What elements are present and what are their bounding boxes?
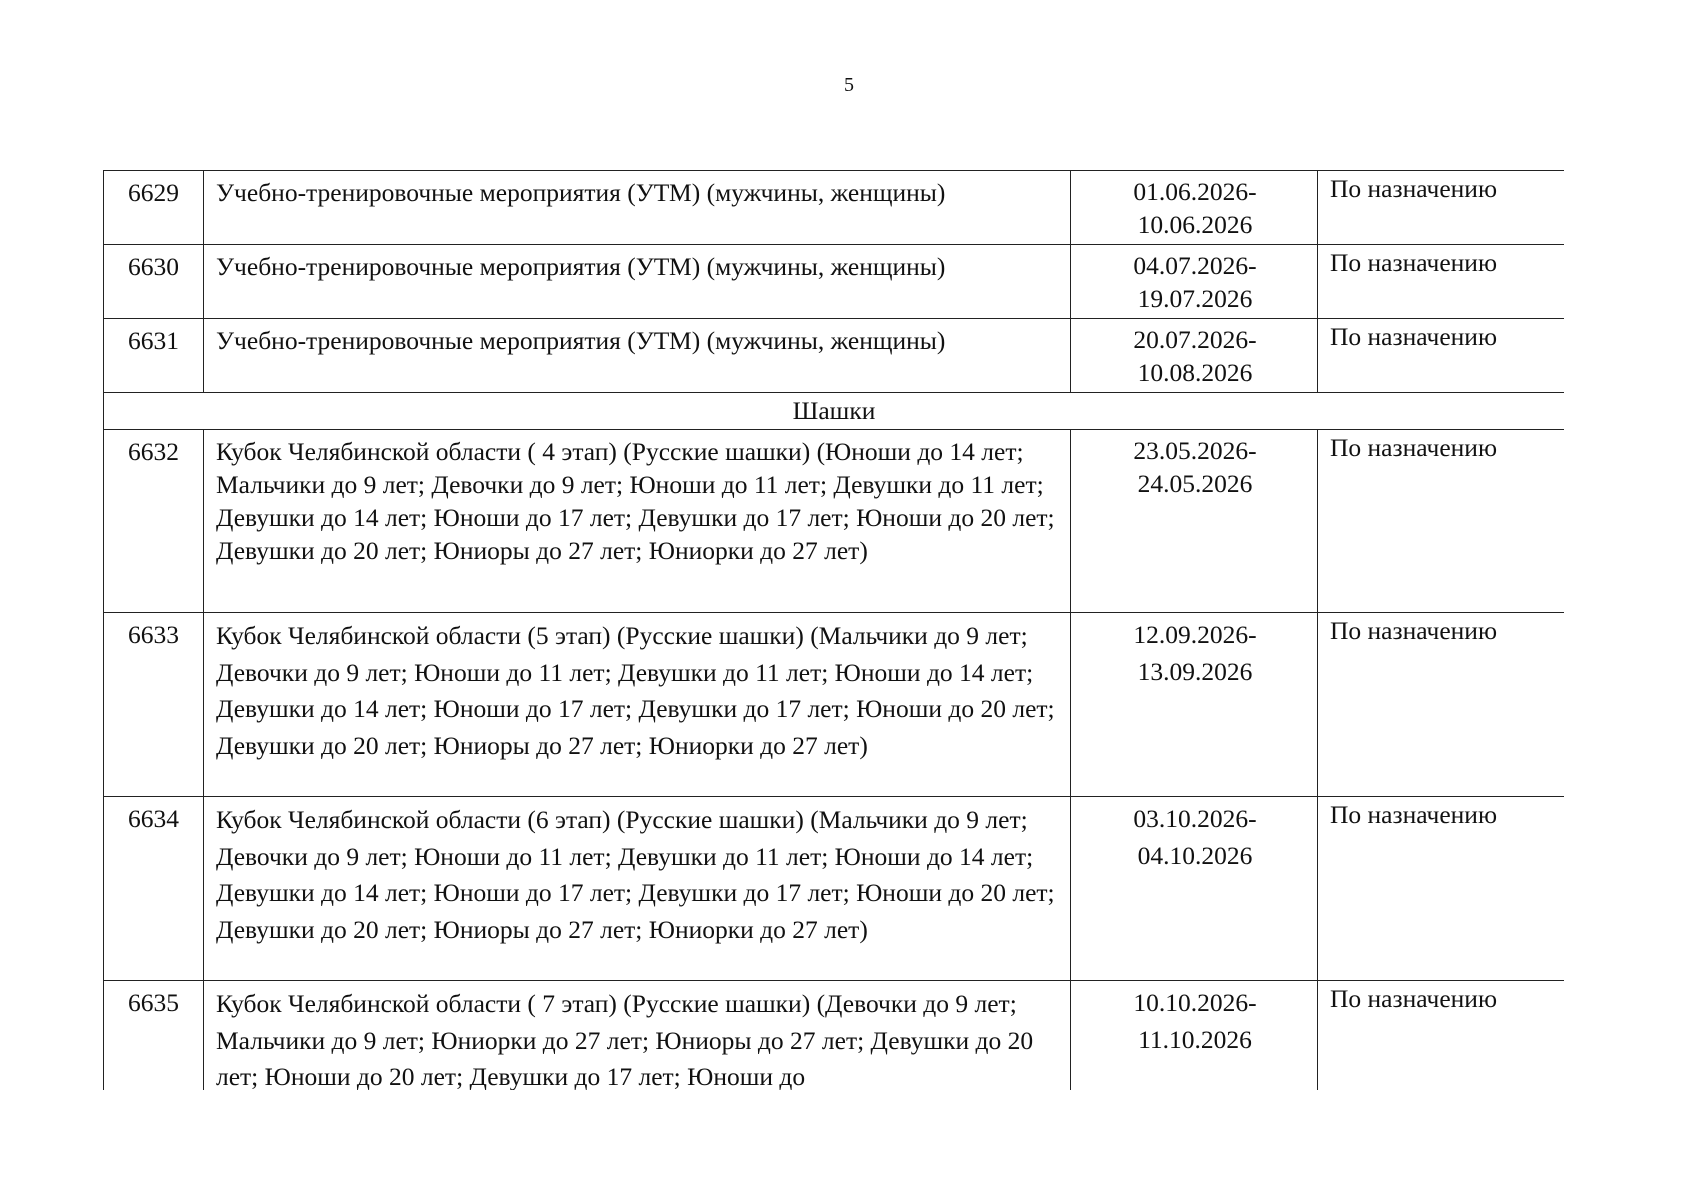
event-name: Кубок Челябинской области (6 этап) (Русские шашки) (Мальчики до 9 лет; Девочки до 9 лет; Юноши до 11 лет; Девушки до 11 лет; Юноши до 14 лет; Девушки до 14 лет; Юноши до 17 лет; Девушки до 17 лет; Юноши до 20 лет; Девушки до 20 лет; Юниоры до 27 лет; Юниорки до 27 лет) <box>204 797 1071 981</box>
event-number: 6632 <box>104 430 204 613</box>
event-dates <box>1071 245 1318 319</box>
event-dates <box>1071 430 1318 613</box>
event-date-start: 20.07.2026- <box>1133 325 1257 354</box>
event-number: 6633 <box>104 613 204 797</box>
event-number: 6629 <box>104 171 204 245</box>
event-date-end: 10.06.2026 <box>1137 210 1253 239</box>
events-table-container <box>103 170 1564 1090</box>
table-row <box>104 613 1565 797</box>
event-place: По назначению <box>1318 430 1565 613</box>
table-row <box>104 319 1565 393</box>
event-dates <box>1071 319 1318 393</box>
event-place: По назначению <box>1318 613 1565 797</box>
event-number: 6631 <box>104 319 204 393</box>
event-place: По назначению <box>1318 797 1565 981</box>
event-date-start: 01.06.2026- <box>1133 177 1257 206</box>
event-dates <box>1071 613 1318 797</box>
event-date-start: 04.07.2026- <box>1133 251 1257 280</box>
table-row <box>104 981 1565 1091</box>
table-row <box>104 797 1565 981</box>
event-date-start: 03.10.2026- <box>1133 804 1257 833</box>
event-dates <box>1071 171 1318 245</box>
event-number: 6635 <box>104 981 204 1091</box>
event-date-end: 19.07.2026 <box>1137 284 1253 313</box>
event-place: По назначению <box>1318 319 1565 393</box>
table-row <box>104 171 1565 245</box>
event-date-end: 13.09.2026 <box>1137 656 1253 686</box>
event-name: Учебно-тренировочные мероприятия (УТМ) (мужчины, женщины) <box>204 319 1071 393</box>
event-date-end: 04.10.2026 <box>1137 840 1253 870</box>
event-date-start: 23.05.2026- <box>1133 436 1257 465</box>
event-name: Кубок Челябинской области ( 4 этап) (Русские шашки) (Юноши до 14 лет; Мальчики до 9 лет; Девочки до 9 лет; Юноши до 11 лет; Девушки до 11 лет; Девушки до 14 лет; Юноши до 17 лет; Девушки до 17 лет; Юноши до 20 лет; Девушки до 20 лет; Юниоры до 27 лет; Юниорки до 27 лет) <box>204 430 1071 613</box>
event-dates <box>1071 797 1318 981</box>
event-number: 6630 <box>104 245 204 319</box>
event-date-end: 10.08.2026 <box>1137 358 1253 387</box>
event-date-start: 12.09.2026- <box>1133 620 1257 649</box>
event-date-start: 10.10.2026- <box>1133 988 1257 1017</box>
event-date-end: 24.05.2026 <box>1137 469 1253 498</box>
table-row <box>104 245 1565 319</box>
section-header-row <box>104 393 1565 430</box>
event-name: Кубок Челябинской области (5 этап) (Русские шашки) (Мальчики до 9 лет; Девочки до 9 лет; Юноши до 11 лет; Девушки до 11 лет; Юноши до 14 лет; Девушки до 14 лет; Юноши до 17 лет; Девушки до 17 лет; Юноши до 20 лет; Девушки до 20 лет; Юниоры до 27 лет; Юниорки до 27 лет) <box>204 613 1071 797</box>
events-table <box>103 170 1564 1090</box>
event-name: Учебно-тренировочные мероприятия (УТМ) (мужчины, женщины) <box>204 245 1071 319</box>
event-name: Учебно-тренировочные мероприятия (УТМ) (мужчины, женщины) <box>204 171 1071 245</box>
event-place: По назначению <box>1318 171 1565 245</box>
event-date-end: 11.10.2026 <box>1138 1024 1252 1054</box>
event-number: 6634 <box>104 797 204 981</box>
event-name: Кубок Челябинской области ( 7 этап) (Русские шашки) (Девочки до 9 лет; Мальчики до 9 лет; Юниорки до 27 лет; Юниоры до 27 лет; Девушки до 20 лет; Юноши до 20 лет; Девушки до 17 лет; Юноши до <box>204 981 1071 1091</box>
page-number: 5 <box>844 74 854 96</box>
table-row <box>104 430 1565 613</box>
section-title: Шашки <box>104 393 1565 430</box>
event-dates <box>1071 981 1318 1091</box>
event-place: По назначению <box>1318 981 1565 1091</box>
event-place: По назначению <box>1318 245 1565 319</box>
